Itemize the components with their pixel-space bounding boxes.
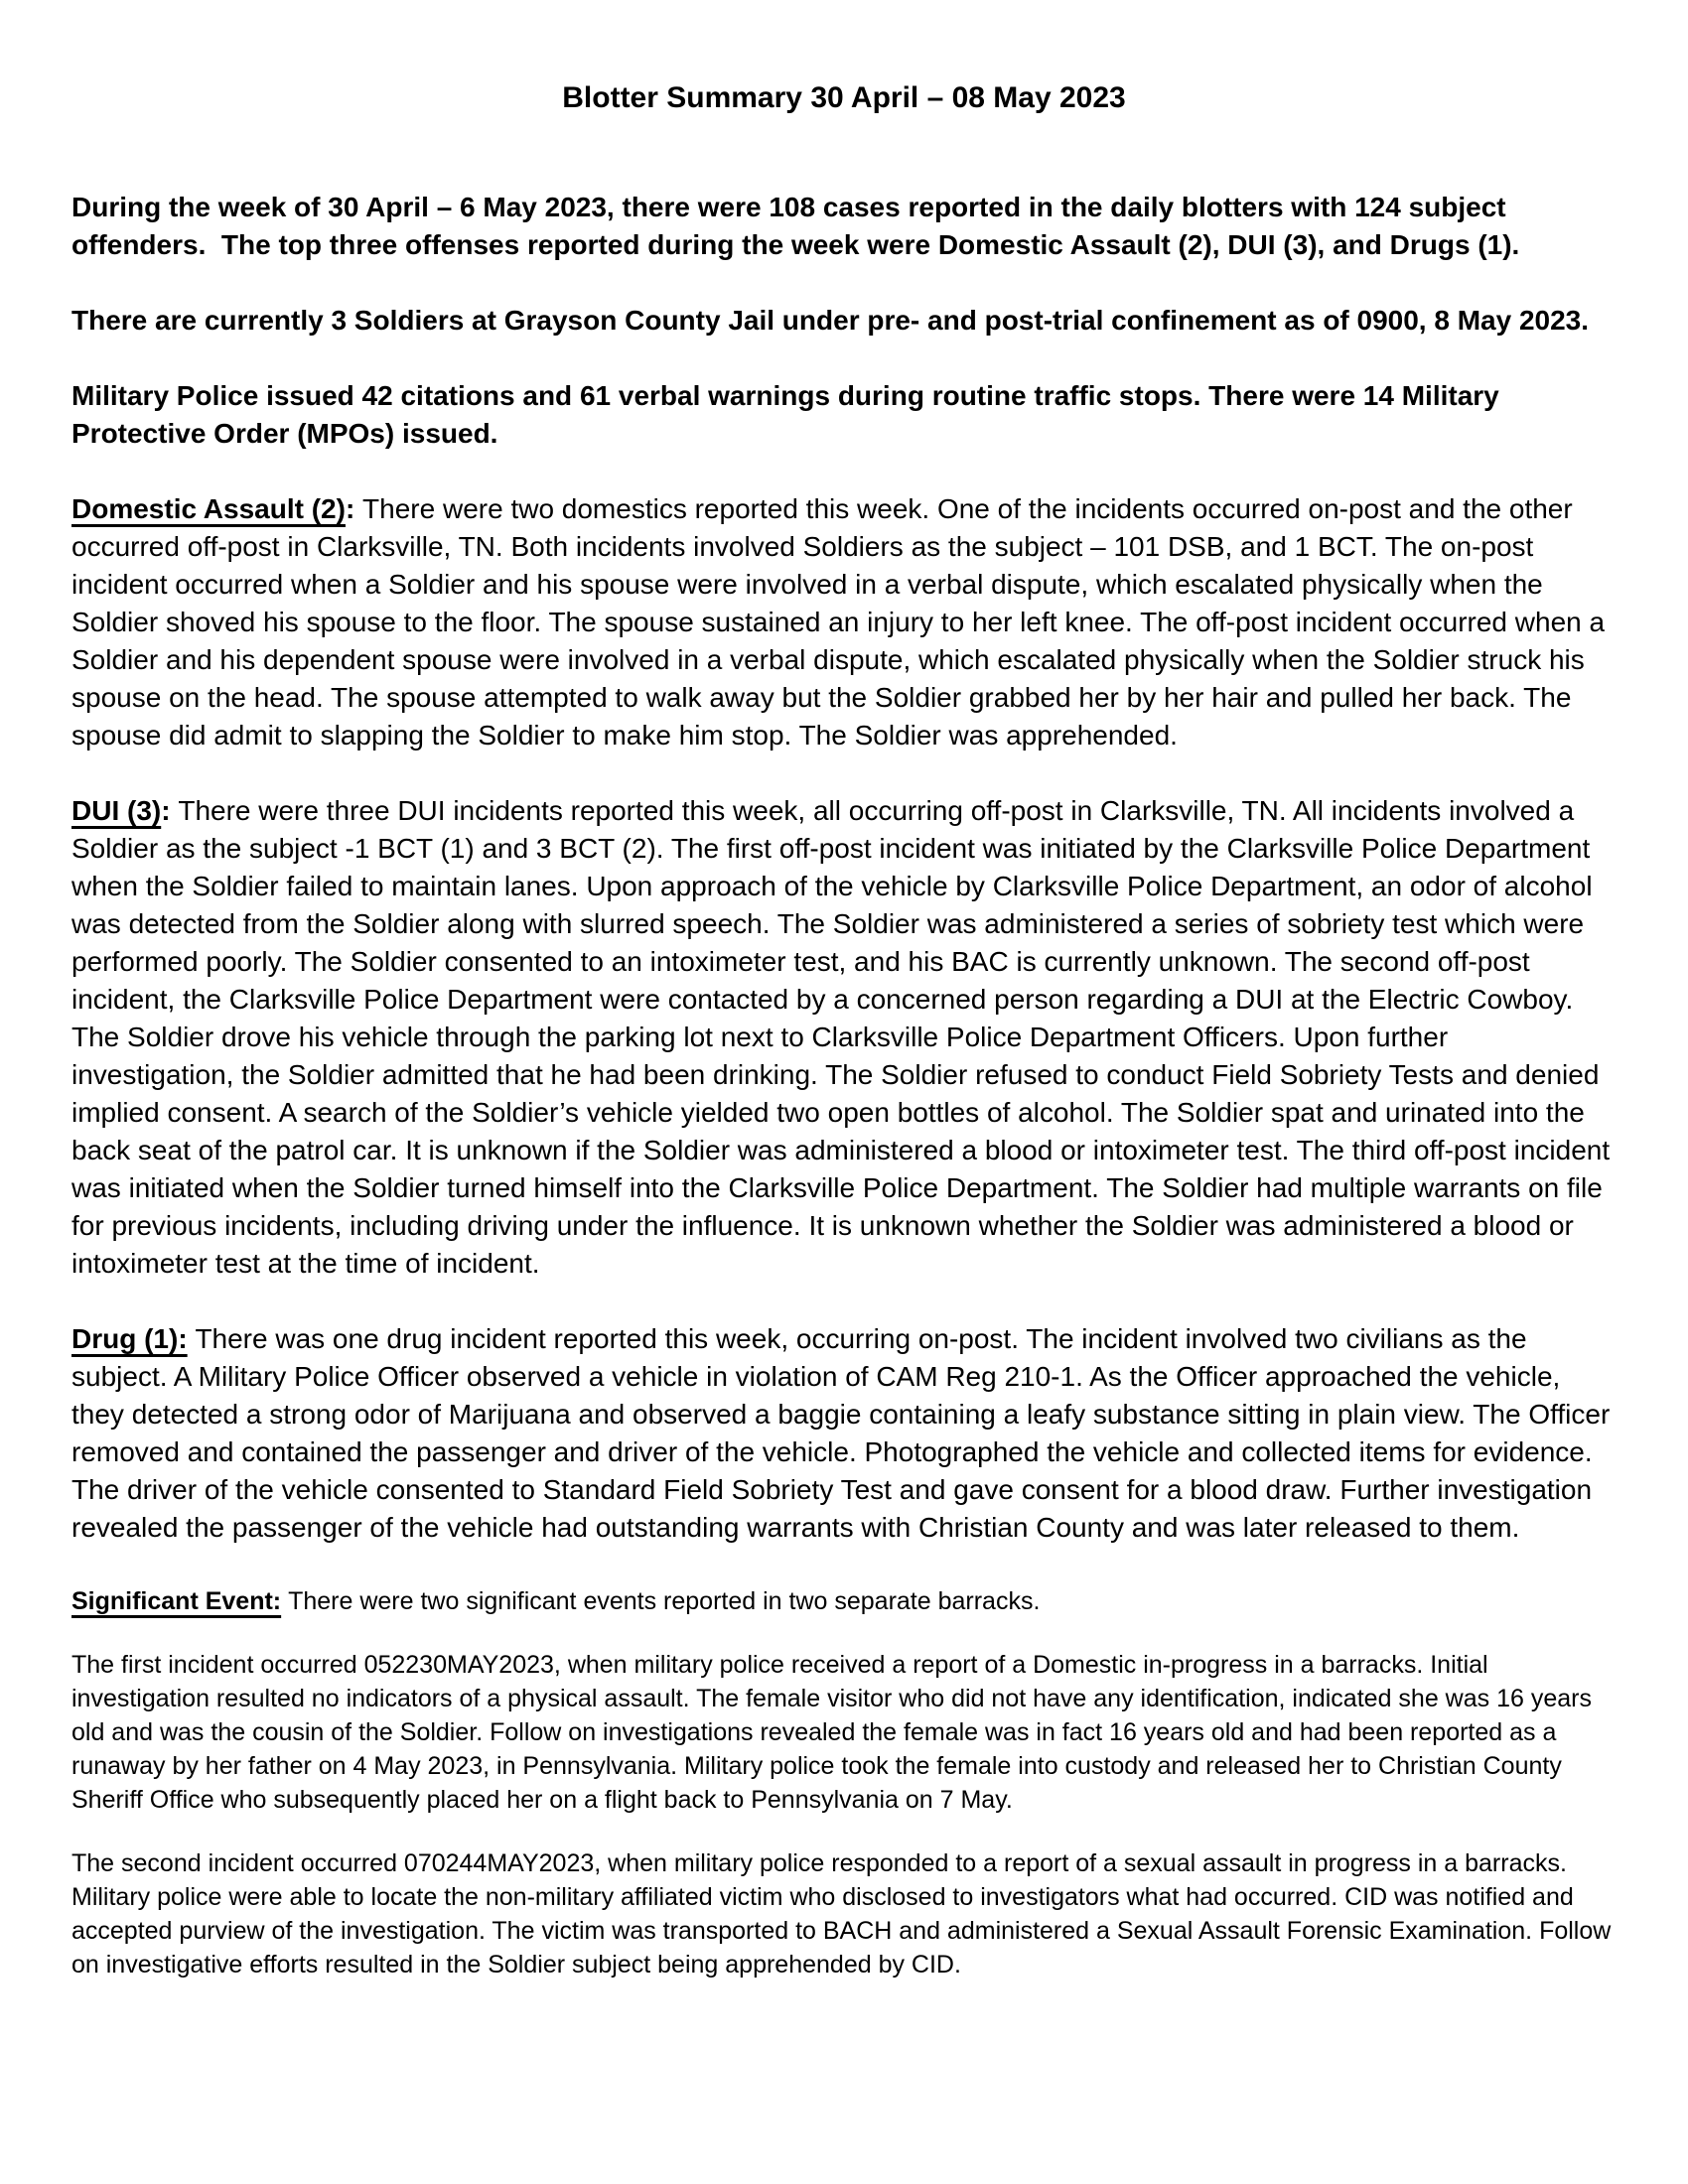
significant-event-heading: Significant Event: (71, 1587, 282, 1615)
document-title: Blotter Summary 30 April – 08 May 2023 (562, 81, 1126, 114)
section-body-drug: There was one drug incident reported this week, occurring on-post. The incident involved two civilians as the subject. A Military Police Officer observed a vehicle in violation of CAM Reg 210-1. As the Officer approached the vehicle, they detected a strong odor of Marijuana and observed a baggie containing a leafy substance sitting in plain view. The Officer removed and contained the passenger and driver of the vehicle. Photographed the vehicle and collected items for evidence. The driver of the vehicle consented to Standard Field Sobriety Test and gave consent for a blood draw. Further investigation revealed the passenger of the vehicle had outstanding warrants with Christian County and was later released to them. (71, 1323, 1618, 1543)
section-heading-dui: DUI (3) (71, 795, 162, 826)
section-body-domestic-assault: There were two domestics reported this week. One of the incidents occurred on-post and the other occurred off-post in Clarksville, TN. Both incidents involved Soldiers as the subject – 101 DSB, and 1 BCT. The on-post incident occurred when a Soldier and his spouse were involved in a verbal dispute, which escalated physically when the Soldier shoved his spouse to the floor. The spouse sustained an injury to her left knee. The off-post incident occurred when a Soldier and his dependent spouse were involved in a verbal dispute, which escalated physically when the Soldier struck his spouse on the head. The spouse attempted to walk away but the Soldier grabbed her by her hair and pulled her back. The spouse did admit to slapping the Soldier to make him stop. The Soldier was apprehended. (71, 493, 1613, 751)
incident-paragraph-first: The first incident occurred 052230MAY2023, when military police received a report of a Domestic in-progress in a barracks. Initial investigation resulted no indicators of a physical assault. The female visitor who did not have any identification, indicated she was 16 years old and was the cousin of the Soldier. Follow on investigations revealed the female was in fact 16 years old and had been reported as a runaway by her father on 4 May 2023, in Pennsylvania. Military police took the female into custody and released her to Christian County Sheriff Office who subsequently placed her on a flight back to Pennsylvania on 7 May. (71, 1651, 1599, 1814)
incident-paragraph-second: The second incident occurred 070244MAY2023, when military police responded to a report of a sexual assault in progress in a barracks. Military police were able to locate the non-military affiliated victim who disclosed to investigators what had occurred. CID was notified and accepted purview of the investigation. The victim was transported to BACH and administered a Sexual Assault Forensic Examination. Follow on investigative efforts resulted in the Soldier subject being apprehended by CID. (71, 1849, 1618, 1979)
section-paragraph-drug (71, 1320, 1617, 1547)
significant-event-paragraph (71, 1584, 1617, 1618)
section-heading-drug: Drug (1): (71, 1323, 188, 1354)
summary-paragraph-confinement: There are currently 3 Soldiers at Grayson County Jail under pre- and post-trial confinement as of 0900, 8 May 2023. (71, 305, 1590, 336)
section-paragraph-domestic-assault (71, 490, 1617, 754)
section-heading-separator: : (345, 493, 363, 524)
section-body-dui: There were three DUI incidents reported this week, all occurring off-post in Clarksville, TN. All incidents involved a Soldier as the subject -1 BCT (1) and 3 BCT (2). The first off-post incident was initiated by the Clarksville Police Department when the Soldier failed to maintain lanes. Upon approach of the vehicle by Clarksville Police Department, an odor of alcohol was detected from the Soldier along with slurred speech. The Soldier was administered a series of sobriety test which were performed poorly. The Soldier consented to an intoximeter test, and his BAC is currently unknown. The second off-post incident, the Clarksville Police Department were contacted by a concerned person regarding a DUI at the Electric Cowboy. The Soldier drove his vehicle through the parking lot next to Clarksville Police Department Officers. Upon further investigation, the Soldier admitted that he had been drinking. The Soldier refused to conduct Field Sobriety Tests and denied implied consent. A search of the Soldier’s vehicle yielded two open bottles of alcohol. The Soldier spat and urinated into the back seat of the patrol car. It is unknown if the Soldier was administered a blood or intoximeter test. The third off-post incident was initiated when the Soldier turned himself into the Clarksville Police Department. The Soldier had multiple warrants on file for previous incidents, including driving under the influence. It is unknown whether the Soldier was administered a blood or intoximeter test at the time of incident. (71, 795, 1618, 1279)
significant-event-body: There were two significant events reported in two separate barracks. (288, 1587, 1041, 1615)
summary-paragraph-cases: During the week of 30 April – 6 May 2023, there were 108 cases reported in the daily blotters with 124 subject offenders. The top three offenses reported during the week were Domestic Assault (2), DUI (3), and Drugs (1). (71, 192, 1520, 260)
section-heading-separator: : (161, 795, 179, 826)
section-heading-domestic-assault: Domestic Assault (2) (71, 493, 346, 524)
section-paragraph-dui (71, 792, 1617, 1283)
summary-paragraph-citations: Military Police issued 42 citations and 61 verbal warnings during routine traffic stops. There were 14 Military Protective Order (MPOs) issued. (71, 380, 1507, 449)
